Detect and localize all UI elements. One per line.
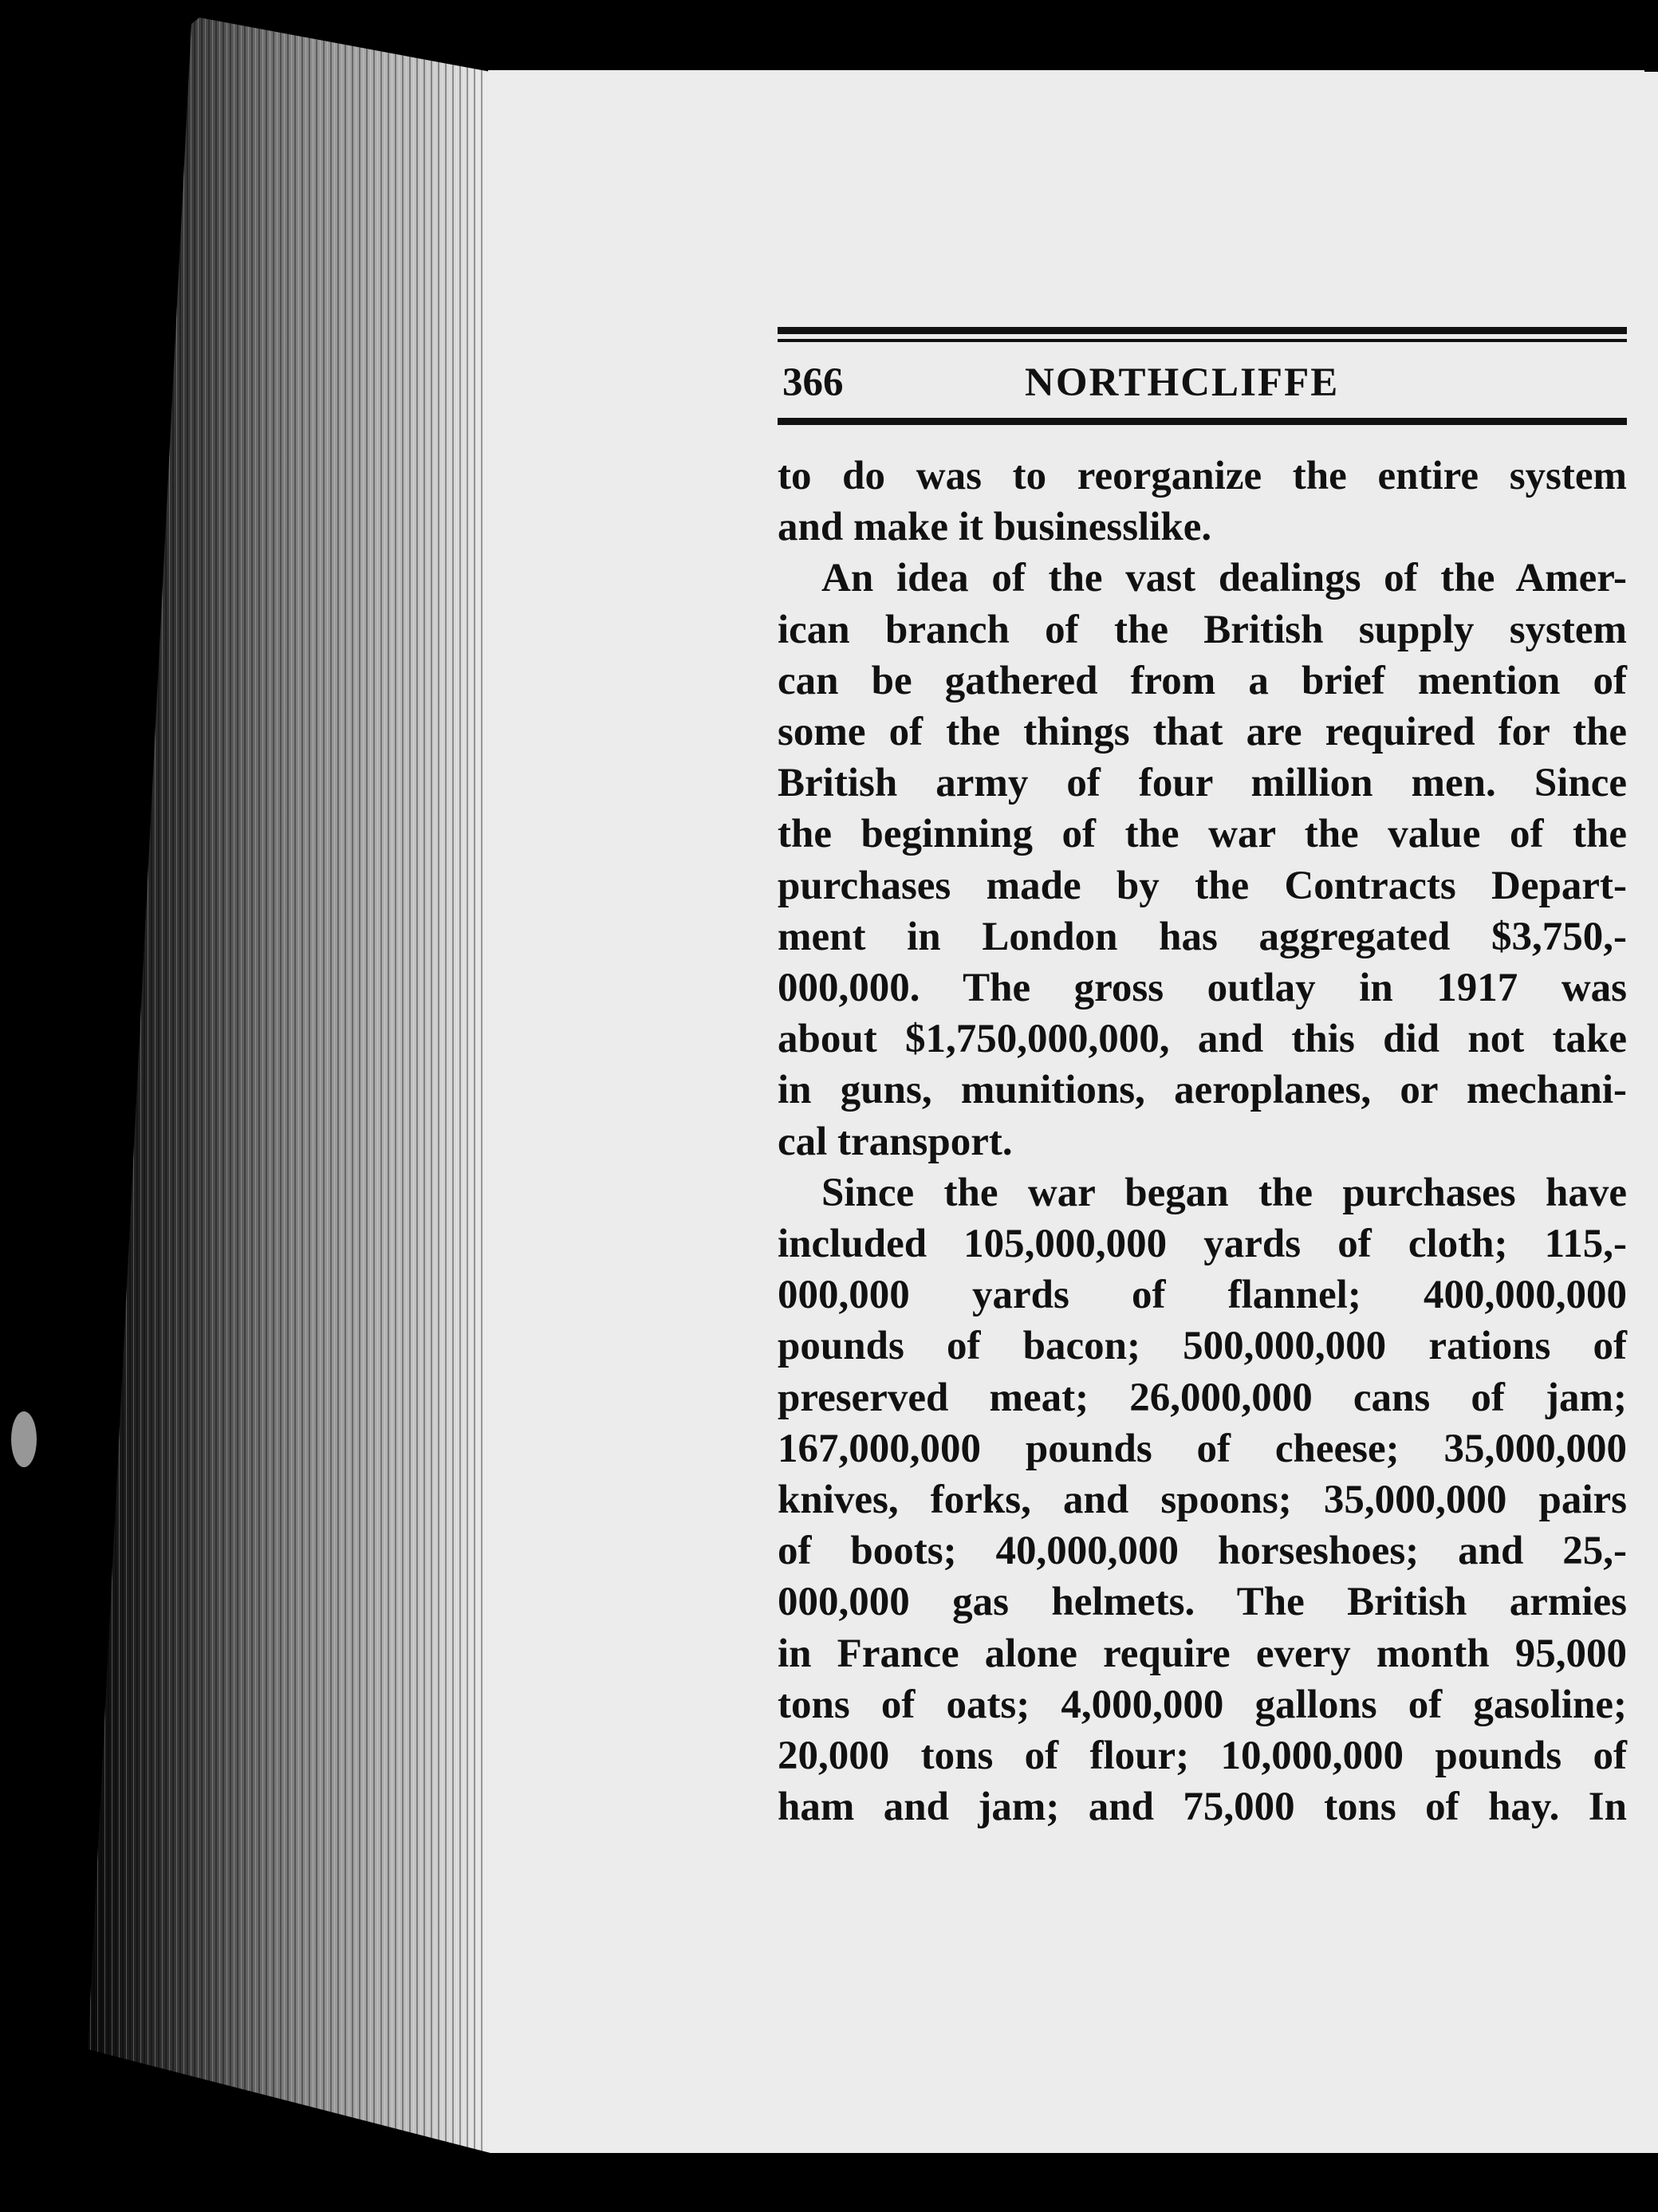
text-line: knives, forks, and spoons; 35,000,000 pairs [778,1478,1627,1523]
text-line: ham and jam; and 75,000 tons of hay. In [778,1785,1627,1830]
text-line: cal transport. [778,1119,1013,1164]
glare [11,1411,37,1467]
text-line: and make it businesslike. [778,505,1212,550]
text-line: some of the things that are required for the [778,710,1627,755]
text-line: Since the war began the purchases have [821,1170,1627,1215]
text-line: the beginning of the war the value of the [778,812,1627,857]
paragraph [778,553,1627,1167]
text-line: ment in London has aggregated $3,750,- [778,914,1627,959]
text-line: in France alone require every month 95,000 [778,1631,1627,1676]
text-line: tons of oats; 4,000,000 gallons of gasoline; [778,1682,1627,1727]
text-line: British army of four million men. Since [778,761,1627,806]
header-rule-top [778,327,1627,334]
text-line: 167,000,000 pounds of cheese; 35,000,000 [778,1426,1627,1471]
page-number: 366 [782,360,844,405]
text-line: to do was to reorganize the entire system [778,454,1627,498]
paragraph [778,1167,1627,1833]
paragraph [778,451,1627,553]
text-line: purchases made by the Contracts Depart- [778,863,1627,908]
text-line: of boots; 40,000,000 horseshoes; and 25,- [778,1529,1627,1574]
page-text-block [778,327,1627,1832]
running-title: NORTHCLIFFE [1025,360,1340,405]
text-line: about $1,750,000,000, and this did not take [778,1017,1627,1062]
text-line: 000,000 yards of flannel; 400,000,000 [778,1273,1627,1318]
text-line: 000,000 gas helmets. The British armies [778,1580,1627,1625]
body-text [778,451,1627,1832]
text-line: pounds of bacon; 500,000,000 rations of [778,1324,1627,1369]
text-line: An idea of the vast dealings of the Amer- [821,556,1627,601]
text-line: 000,000. The gross outlay in 1917 was [778,966,1627,1011]
running-header [778,342,1627,418]
text-line: can be gathered from a brief mention of [778,658,1627,703]
text-line: preserved meat; 26,000,000 cans of jam; [778,1375,1627,1420]
text-line: in guns, munitions, aeroplanes, or mechani- [778,1068,1627,1113]
text-line: 20,000 tons of flour; 10,000,000 pounds of [778,1734,1627,1779]
text-line: ican branch of the British supply system [778,607,1627,652]
text-line: included 105,000,000 yards of cloth; 115,- [778,1222,1627,1267]
